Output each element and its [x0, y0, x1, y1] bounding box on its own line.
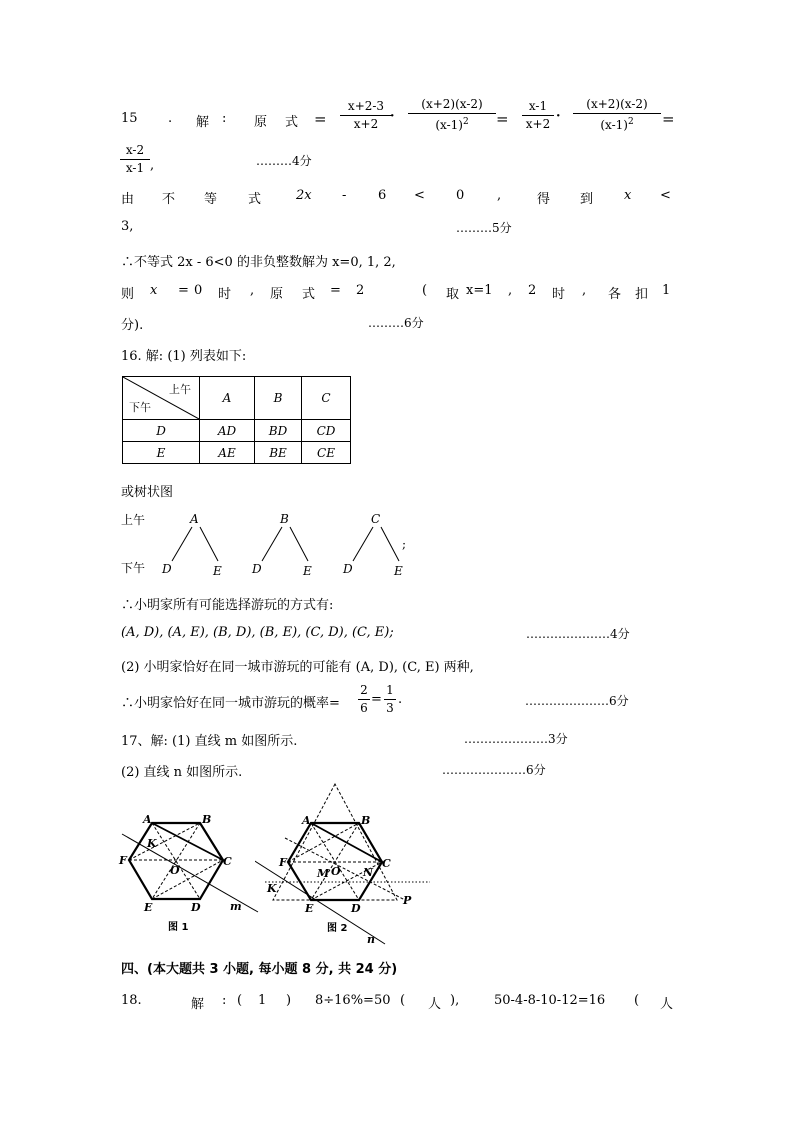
- q15-f5-den: x-1: [125, 161, 145, 175]
- q16-tree-label-am: 上午: [121, 513, 146, 527]
- q15-f3-den: x+2: [525, 117, 551, 131]
- q15-f4-den: $(x-1)^2$: [600, 117, 634, 132]
- q16-table-corner: [123, 377, 200, 420]
- fig2-label-p: P: [403, 894, 412, 907]
- justified-word: ,: [250, 283, 255, 298]
- q16-tree-diagram: [110, 505, 420, 585]
- q16-tree-parent-b: B: [280, 512, 289, 526]
- q15-eq2: =: [496, 110, 509, 128]
- q16-tree-child-e: E: [303, 564, 312, 578]
- justified-word: 2: [528, 283, 537, 298]
- justified-word: (: [634, 993, 640, 1008]
- q15-number: 15: [121, 111, 138, 126]
- q15-colon: :: [222, 111, 227, 126]
- fig1-label-b: B: [202, 813, 212, 826]
- justified-word: -: [342, 188, 347, 203]
- q15-f5-num: x-2: [125, 143, 145, 157]
- fig1-label-f: F: [119, 854, 127, 867]
- q15-yuanshi: 原式: [254, 115, 317, 130]
- fig1-label-k: K: [147, 837, 157, 850]
- q16-tree-parent-c: C: [371, 512, 381, 526]
- q16-tree-child-d: D: [162, 562, 172, 576]
- q16-prob-n2: 1: [386, 683, 394, 697]
- justified-word: 解: [191, 997, 205, 1012]
- justified-word: ,: [508, 283, 513, 298]
- fig2-label-b: B: [361, 814, 371, 827]
- q17-figure-2: [255, 776, 435, 948]
- q16-prob-n1: 2: [360, 683, 368, 697]
- justified-word: 不: [162, 192, 176, 207]
- q16-corner-top: 上午: [169, 383, 191, 396]
- justified-word: (: [422, 283, 428, 298]
- q16-option-table: [122, 376, 351, 464]
- q15-fraction-3: [522, 99, 554, 132]
- justified-word: 各: [608, 287, 622, 302]
- q16-prob-prefix: ∴小明家恰好在同一城市游玩的概率=: [121, 696, 340, 711]
- q17-figure-1: [110, 808, 270, 936]
- justified-word: <: [414, 188, 425, 203]
- fig2-label-e: E: [305, 902, 314, 915]
- q15-fraction-2: [408, 97, 496, 133]
- q16-part2: (2) 小明家恰好在同一城市游玩的可能有 (A, D), (C, E) 两种,: [121, 660, 474, 675]
- fig2-label-o: O: [331, 865, 341, 878]
- justified-word: x=1: [466, 283, 493, 298]
- fig2-label-n-point: N: [363, 866, 374, 879]
- q16-prob-end: .: [398, 692, 403, 707]
- q16-tree-end: ;: [402, 537, 407, 551]
- q15-fraction-4: [573, 97, 661, 133]
- q15-eq3: =: [662, 110, 675, 128]
- justified-word: 1: [662, 283, 671, 298]
- justified-word: 得: [537, 192, 551, 207]
- q15-dot: .: [168, 111, 173, 126]
- justified-word: <: [660, 188, 671, 203]
- q15-dot-op2: ·: [556, 109, 561, 124]
- fig1-caption: 图 1: [168, 922, 189, 933]
- justified-word: 0: [194, 283, 203, 298]
- justified-word: :: [222, 993, 227, 1008]
- q16-corner-bottom: 下午: [129, 401, 151, 414]
- q16-col-head-a: A: [200, 377, 255, 420]
- q16-prob-frac-2: [384, 683, 396, 716]
- q16-tree-child-d: D: [343, 562, 353, 576]
- section-4-heading: 四、(本大题共 3 小题, 每小题 8 分, 共 24 分): [121, 962, 398, 977]
- q16-head: 16. 解: (1) 列表如下:: [121, 349, 247, 364]
- q15-f1-num: x+2-3: [347, 99, 385, 113]
- q16-pairs: (A, D), (A, E), (B, D), (B, E), (C, D), (C, E);: [121, 625, 394, 640]
- justified-word: 时: [552, 287, 566, 302]
- table-row: [123, 442, 351, 464]
- q16-tree-child-e: E: [213, 564, 222, 578]
- q15-score-4: ………4分: [256, 154, 312, 168]
- justified-word: ,: [582, 283, 587, 298]
- q15-score-6: ………6分: [368, 316, 424, 330]
- q15-score-5: ………5分: [456, 221, 512, 235]
- justified-word: ),: [450, 993, 460, 1008]
- table-cell: AD: [200, 420, 255, 442]
- justified-word: ,: [497, 188, 502, 203]
- q15-line6: 分).: [121, 318, 144, 333]
- q16-prob-eq: =: [371, 692, 382, 707]
- fig2-label-k: K: [267, 882, 277, 895]
- justified-word: 1: [258, 993, 267, 1008]
- q16-line-all: ∴小明家所有可能选择游玩的方式有:: [121, 598, 334, 613]
- fig1-label-e: E: [144, 901, 153, 914]
- table-cell: CE: [302, 442, 351, 464]
- q15-f4-num: (x+2)(x-2): [586, 97, 648, 111]
- fig2-label-d: D: [351, 902, 361, 915]
- q15-comma: ,: [150, 158, 155, 173]
- q15-f3-num: x-1: [528, 99, 548, 113]
- justified-word: 时: [218, 287, 232, 302]
- q15-fraction-1: [340, 99, 392, 132]
- justified-word: 人: [660, 997, 674, 1012]
- table-row: [123, 420, 351, 442]
- q16-col-head-c: C: [302, 377, 351, 420]
- q15-fraction-result: [120, 143, 150, 176]
- q15-line4: ∴不等式 2x - 6<0 的非负整数解为 x=0, 1, 2,: [121, 255, 396, 270]
- justified-word: 到: [580, 192, 594, 207]
- justified-word: x: [624, 188, 632, 203]
- fig1-label-a: A: [143, 813, 152, 826]
- q16-tree-label-pm: 下午: [121, 561, 146, 575]
- justified-word: ): [286, 993, 292, 1008]
- q15-f2-num: (x+2)(x-2): [421, 97, 483, 111]
- justified-word: 18.: [121, 993, 142, 1008]
- q15-line3-start: 3,: [121, 219, 134, 234]
- q15-jie: 解: [196, 115, 210, 130]
- fig2-label-f: F: [279, 856, 287, 869]
- fig1-label-m: m: [230, 900, 242, 913]
- q16-score-4: …………………4分: [526, 627, 630, 641]
- justified-word: (: [400, 993, 406, 1008]
- q16-score-6: …………………6分: [525, 694, 629, 708]
- q16-row-head-d: D: [123, 420, 200, 442]
- table-cell: AE: [200, 442, 255, 464]
- fig1-label-d: D: [191, 901, 201, 914]
- fig1-label-c: C: [223, 855, 232, 868]
- q15-dot-op1: ·: [390, 109, 395, 124]
- justified-word: 式: [302, 287, 316, 302]
- justified-word: 由: [121, 192, 135, 207]
- q16-tree-child-d: D: [252, 562, 262, 576]
- table-cell: BE: [255, 442, 302, 464]
- justified-word: 扣: [635, 287, 649, 302]
- q16-prob-d1: 6: [360, 701, 368, 715]
- fig2-label-c: C: [382, 857, 391, 870]
- justified-word: =: [330, 283, 341, 298]
- q16-tree-child-e: E: [394, 564, 403, 578]
- q16-row-head-e: E: [123, 442, 200, 464]
- justified-word: x: [150, 283, 158, 298]
- justified-word: 原: [270, 287, 284, 302]
- justified-word: 等: [204, 192, 218, 207]
- q16-prob-frac-1: [358, 683, 370, 716]
- justified-word: 0: [456, 188, 465, 203]
- justified-word: 2: [356, 283, 365, 298]
- q17-score-3: …………………3分: [464, 732, 568, 746]
- justified-word: 式: [248, 192, 262, 207]
- justified-word: 人: [428, 997, 442, 1012]
- q16-tree-parent-a: A: [190, 512, 199, 526]
- justified-word: 8÷16%=50: [315, 993, 391, 1008]
- table-cell: CD: [302, 420, 351, 442]
- justified-word: 50-4-8-10-12=16: [494, 993, 606, 1008]
- q15-eq1: =: [314, 110, 327, 128]
- justified-word: 2x: [296, 188, 312, 203]
- fig2-label-n-line: n: [367, 933, 375, 946]
- q17-line1: 17、解: (1) 直线 m 如图所示.: [121, 734, 298, 749]
- fig2-label-a: A: [302, 814, 311, 827]
- justified-word: (: [237, 993, 243, 1008]
- q17-score-6: …………………6分: [442, 763, 546, 777]
- justified-word: 6: [378, 188, 387, 203]
- q15-f1-den: x+2: [353, 117, 379, 131]
- fig2-caption: 图 2: [327, 923, 348, 934]
- justified-word: 则: [121, 287, 135, 302]
- justified-word: =: [178, 283, 189, 298]
- q15-f2-den: $(x-1)^2$: [435, 117, 469, 132]
- table-cell: BD: [255, 420, 302, 442]
- fig1-label-o: O: [170, 864, 180, 877]
- q17-line2: (2) 直线 n 如图所示.: [121, 765, 243, 780]
- q16-tree-intro: 或树状图: [121, 485, 174, 500]
- q16-prob-d2: 3: [386, 701, 394, 715]
- q16-col-head-b: B: [255, 377, 302, 420]
- fig2-label-m: M: [317, 867, 330, 880]
- justified-word: 取: [446, 287, 460, 302]
